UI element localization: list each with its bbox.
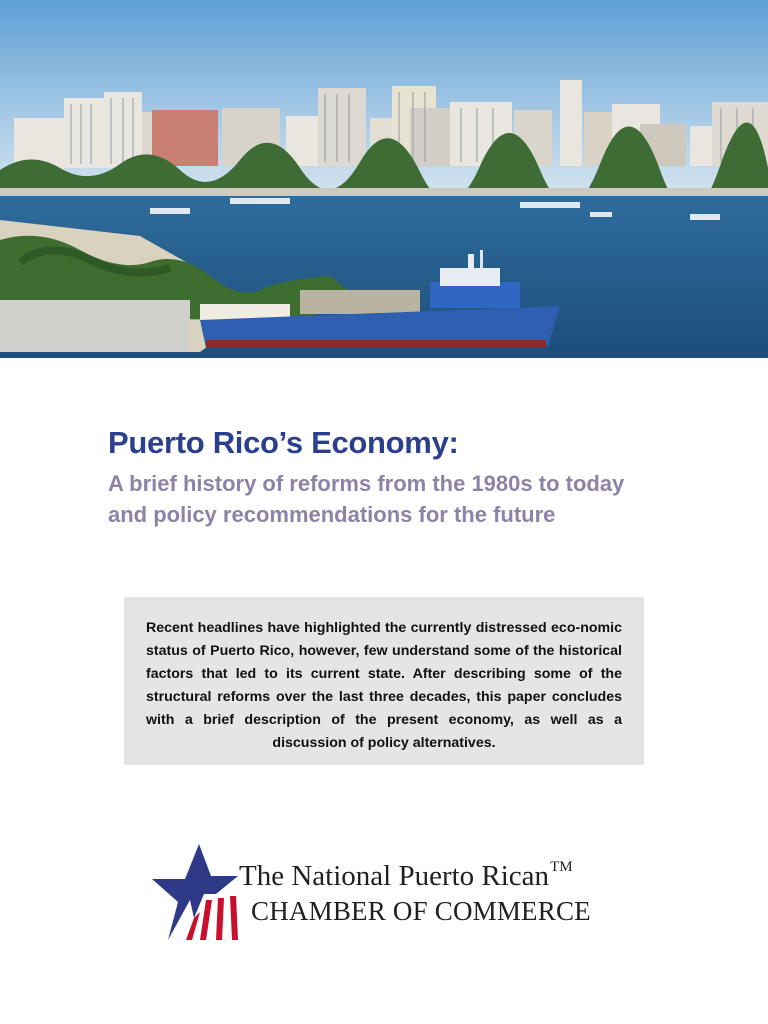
chamber-logo	[150, 842, 640, 944]
summary-box	[124, 597, 644, 765]
logo-line-1	[239, 859, 573, 892]
logo-line-1-text: The National Puerto Rican	[239, 860, 550, 892]
cover-photo	[0, 0, 768, 358]
summary-text: Recent headlines have highlighted the currently distressed eco-nomic status of Puerto Rico, however, few understand some of the historical factors that led to its current state. After describing some of the structural reforms over the last three decades, this paper concludes with a brief description of the present economy, as well as a discussion of policy alternatives.	[146, 620, 622, 751]
document-title: Puerto Rico’s Economy:	[108, 425, 459, 460]
document-subtitle: A brief history of reforms from the 1980s to today and policy recommendations for the future	[108, 471, 625, 527]
trademark-mark: TM	[550, 859, 573, 876]
logo-line-2: CHAMBER OF COMMERCE	[251, 896, 591, 926]
star-emblem-icon	[150, 842, 240, 944]
